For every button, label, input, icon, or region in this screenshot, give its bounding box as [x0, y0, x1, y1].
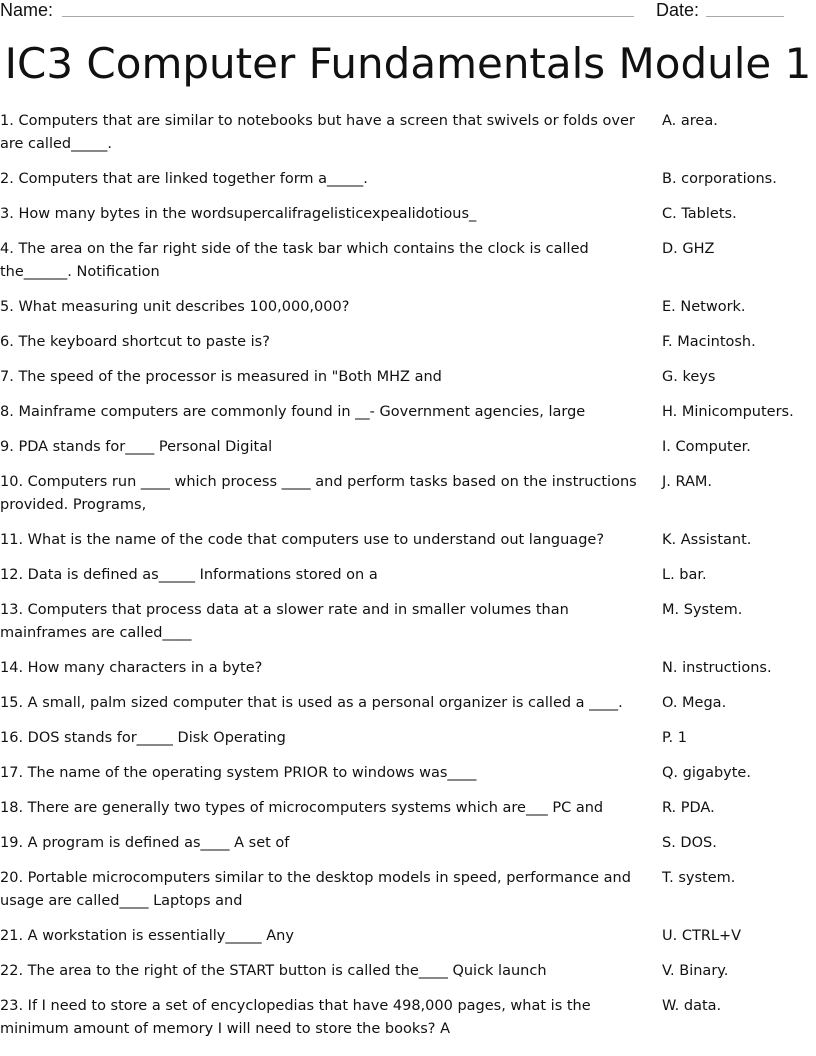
answer-option: U. CTRL+V: [662, 928, 742, 944]
question-row: [0, 331, 816, 354]
answer-option: O. Mega.: [662, 695, 727, 711]
question-text: 13. Computers that process data at a slower rate and in smaller volumes than mainframes are called____: [0, 602, 569, 641]
question-row: [0, 529, 816, 552]
date-line: [706, 16, 784, 17]
answer-option: K. Assistant.: [662, 532, 752, 548]
question-text: 21. A workstation is essentially_____ Any: [0, 928, 294, 944]
answer-option: P. 1: [662, 730, 687, 746]
name-line: [62, 16, 634, 17]
answer-option: D. GHZ: [662, 241, 715, 257]
answer-option: N. instructions.: [662, 660, 772, 676]
question-row: [0, 366, 816, 389]
question-row: [0, 436, 816, 459]
answer-option: T. system.: [662, 870, 736, 886]
question-text: 22. The area to the right of the START button is called the____ Quick launch: [0, 963, 547, 979]
name-label: Name:: [0, 0, 54, 20]
question-row: [0, 564, 816, 587]
question-row: [0, 692, 816, 715]
question-text: 8. Mainframe computers are commonly found in __- Government agencies, large: [0, 404, 586, 420]
question-row: [0, 960, 816, 983]
question-row: [0, 203, 816, 226]
answer-option: I. Computer.: [662, 439, 751, 455]
question-text: 9. PDA stands for____ Personal Digital: [0, 439, 273, 455]
question-row: [0, 762, 816, 785]
question-text: 7. The speed of the processor is measured in "Both MHZ and: [0, 369, 442, 385]
answer-option: H. Minicomputers.: [662, 404, 794, 420]
question-text: 18. There are generally two types of microcomputers systems which are___ PC and: [0, 800, 604, 816]
question-text: 19. A program is defined as____ A set of: [0, 835, 290, 851]
question-row: [0, 238, 816, 284]
question-text: 15. A small, palm sized computer that is used as a personal organizer is called a ____.: [0, 695, 623, 711]
question-list: [0, 110, 816, 1053]
answer-option: R. PDA.: [662, 800, 715, 816]
date-label: Date:: [656, 0, 700, 20]
question-text: 3. How many bytes in the wordsupercalifragelisticexpealidotious_: [0, 206, 477, 222]
answer-option: A. area.: [662, 113, 718, 129]
answer-option: G. keys: [662, 369, 716, 385]
answer-option: B. corporations.: [662, 171, 777, 187]
question-text: 6. The keyboard shortcut to paste is?: [0, 334, 270, 350]
answer-option: J. RAM.: [662, 474, 713, 490]
question-row: [0, 867, 816, 913]
answer-option: E. Network.: [662, 299, 746, 315]
question-row: [0, 832, 816, 855]
answer-option: W. data.: [662, 998, 722, 1014]
question-text: 11. What is the name of the code that computers use to understand out language?: [0, 532, 605, 548]
answer-option: M. System.: [662, 602, 743, 618]
worksheet-header: [0, 0, 816, 24]
question-text: 14. How many characters in a byte?: [0, 660, 263, 676]
question-row: [0, 168, 816, 191]
question-text: 1. Computers that are similar to notebooks but have a screen that swivels or folds over are called_____.: [0, 113, 635, 152]
question-row: [0, 110, 816, 156]
answer-option: F. Macintosh.: [662, 334, 756, 350]
question-text: 16. DOS stands for_____ Disk Operating: [0, 730, 286, 746]
question-row: [0, 797, 816, 820]
question-row: [0, 657, 816, 680]
question-row: [0, 925, 816, 948]
question-row: [0, 599, 816, 645]
answer-option: C. Tablets.: [662, 206, 737, 222]
question-text: 4. The area on the far right side of the task bar which contains the clock is called the______. Notification: [0, 241, 589, 280]
question-row: [0, 401, 816, 424]
question-row: [0, 471, 816, 517]
question-text: 23. If I need to store a set of encyclopedias that have 498,000 pages, what is the minimum amount of memory I will need to store the books? A: [0, 998, 591, 1037]
answer-option: S. DOS.: [662, 835, 717, 851]
answer-option: V. Binary.: [662, 963, 729, 979]
question-row: [0, 296, 816, 319]
question-row: [0, 995, 816, 1041]
question-text: 20. Portable microcomputers similar to the desktop models in speed, performance and usage are called____ Laptops and: [0, 870, 631, 909]
question-text: 12. Data is defined as_____ Informations stored on a: [0, 567, 378, 583]
question-text: 10. Computers run ____ which process ____ and perform tasks based on the instructions provided. Programs,: [0, 474, 637, 513]
question-row: [0, 727, 816, 750]
answer-option: L. bar.: [662, 567, 707, 583]
page-title: IC3 Computer Fundamentals Module 1: [4, 39, 812, 88]
question-text: 17. The name of the operating system PRIOR to windows was____: [0, 765, 477, 781]
question-text: 2. Computers that are linked together form a_____.: [0, 171, 368, 187]
question-text: 5. What measuring unit describes 100,000,000?: [0, 299, 350, 315]
answer-option: Q. gigabyte.: [662, 765, 751, 781]
